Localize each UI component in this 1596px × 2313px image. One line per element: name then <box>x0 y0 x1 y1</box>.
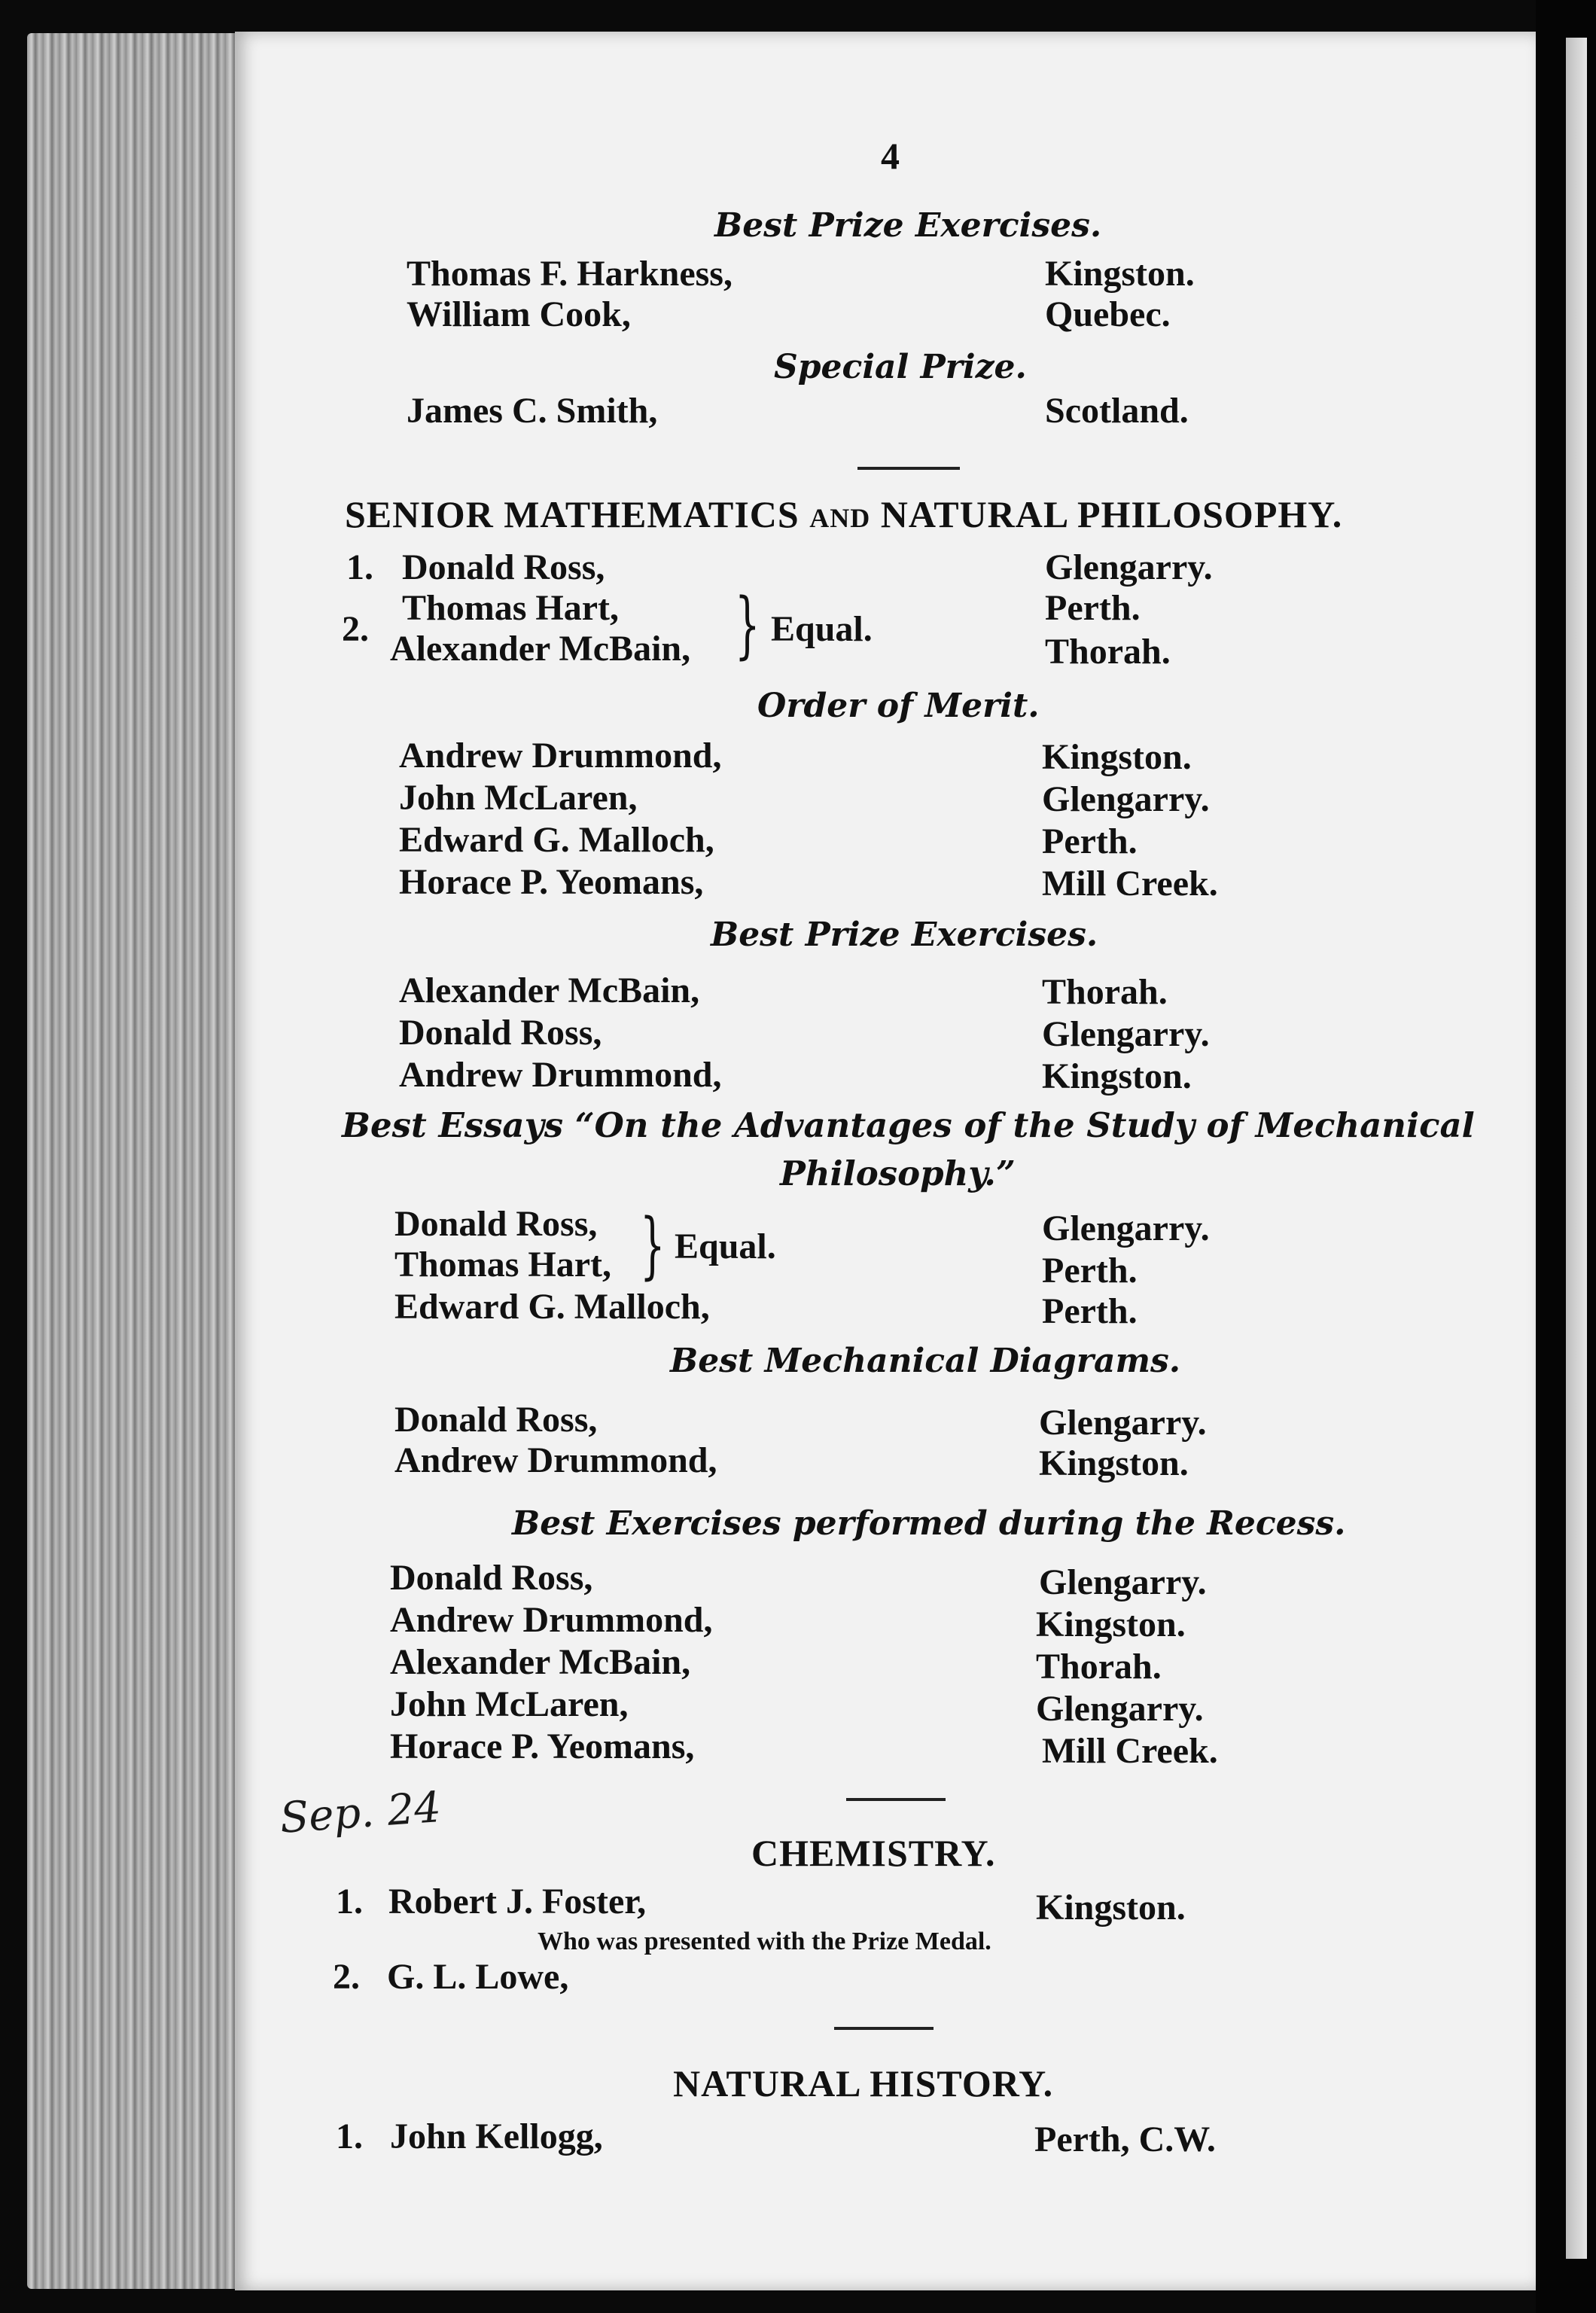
special-prize-heading: Special Prize. <box>774 348 1027 386</box>
prize-place: Kingston. <box>1045 254 1195 294</box>
prize-place: Kingston. <box>1039 1443 1189 1483</box>
best-recess-heading: Best Exercises performed during the Recess. <box>512 1504 1346 1543</box>
book-page-edges <box>27 33 238 2289</box>
prize-place: Thorah. <box>1042 972 1168 1012</box>
prize-place: Glengarry. <box>1036 1689 1204 1729</box>
prize-name: Donald Ross, <box>394 1400 598 1440</box>
prize-place: Mill Creek. <box>1042 1731 1218 1771</box>
prize-name: Donald Ross, <box>399 1013 602 1053</box>
equal-label: Equal. <box>771 609 873 649</box>
order-of-merit-heading: Order of Merit. <box>757 687 1040 725</box>
prize-name: Robert J. Foster, <box>388 1882 647 1921</box>
heading-part: SENIOR MATHEMATICS <box>345 493 800 535</box>
prize-place: Kingston. <box>1042 1056 1192 1096</box>
prize-name: Edward G. Malloch, <box>394 1287 710 1327</box>
prize-name: G. L. Lowe, <box>387 1957 569 1997</box>
prize-place: Perth, C.W. <box>1034 2119 1216 2159</box>
best-essays-heading: Best Essays “On the Advantages of the Study of Mechanical <box>342 1105 1475 1145</box>
prize-place: Thorah. <box>1036 1647 1162 1687</box>
prize-name: Andrew Drummond, <box>394 1440 717 1480</box>
prize-place: Perth. <box>1042 821 1138 861</box>
best-prize-heading: Best Prize Exercises. <box>714 206 1102 245</box>
prize-name: Thomas Hart, <box>402 588 619 628</box>
prize-place: Perth. <box>1042 1251 1138 1291</box>
prize-place: Kingston. <box>1036 1604 1186 1644</box>
heading-and: AND <box>809 503 871 533</box>
section-divider <box>857 467 960 470</box>
page-number: 4 <box>881 135 900 177</box>
prize-place: Perth. <box>1042 1291 1138 1331</box>
best-essays-heading-cont: Philosophy.” <box>780 1153 1016 1193</box>
prize-place: Kingston. <box>1042 737 1192 777</box>
prize-name: Edward G. Malloch, <box>399 820 714 860</box>
prize-name: Horace P. Yeomans, <box>399 862 704 902</box>
prize-place: Mill Creek. <box>1042 864 1218 904</box>
prize-name: Alexander McBain, <box>390 629 691 669</box>
medal-note: Who was presented with the Prize Medal. <box>538 1928 991 1955</box>
heading-part: NATURAL PHILOSOPHY. <box>880 493 1343 535</box>
section-divider <box>834 2027 934 2030</box>
prize-place: Glengarry. <box>1039 1562 1207 1602</box>
section-heading-senior-mathematics <box>345 495 1342 533</box>
handwritten-annotation: Sep. 24 <box>278 1783 443 1843</box>
prize-place: Glengarry. <box>1039 1403 1207 1443</box>
prize-name: Andrew Drummond, <box>399 1055 722 1095</box>
prize-place: Quebec. <box>1045 294 1171 334</box>
rank-number: 2. <box>342 609 369 649</box>
prize-place: Glengarry. <box>1042 1208 1210 1248</box>
facing-page-edge <box>1566 38 1587 2259</box>
prize-name: Donald Ross, <box>390 1558 593 1598</box>
prize-name: Alexander McBain, <box>399 971 700 1010</box>
prize-name: Andrew Drummond, <box>399 736 722 776</box>
rank-number: 1. <box>336 1882 363 1921</box>
prize-place: Glengarry. <box>1042 779 1210 819</box>
prize-name: Andrew Drummond, <box>390 1600 713 1640</box>
prize-place: Glengarry. <box>1042 1014 1210 1054</box>
best-diagrams-heading: Best Mechanical Diagrams. <box>670 1342 1181 1380</box>
prize-name: Alexander McBain, <box>390 1642 691 1682</box>
prize-name: James C. Smith, <box>407 391 658 431</box>
prize-place: Thorah. <box>1045 632 1171 672</box>
section-heading-natural-history: NATURAL HISTORY. <box>673 2062 1054 2104</box>
rank-number: 1. <box>346 547 373 587</box>
prize-name: Thomas F. Harkness, <box>407 254 733 294</box>
section-divider <box>846 1798 946 1801</box>
rank-number: 2. <box>333 1957 360 1997</box>
prize-name: John McLaren, <box>399 778 638 818</box>
prize-place: Scotland. <box>1045 391 1189 431</box>
rank-number: 1. <box>336 2116 363 2156</box>
prize-name: John Kellogg, <box>390 2116 603 2156</box>
prize-name: Thomas Hart, <box>394 1245 611 1284</box>
prize-place: Perth. <box>1045 588 1141 628</box>
prize-name: John McLaren, <box>390 1684 629 1724</box>
prize-place: Kingston. <box>1036 1888 1186 1928</box>
prize-name: William Cook, <box>407 294 631 334</box>
brace-icon: } <box>735 583 760 667</box>
prize-name: Donald Ross, <box>394 1204 598 1244</box>
prize-name: Horace P. Yeomans, <box>390 1726 695 1766</box>
equal-label: Equal. <box>675 1227 776 1266</box>
section-heading-chemistry: CHEMISTRY. <box>751 1832 996 1874</box>
best-prize-heading: Best Prize Exercises. <box>711 916 1098 954</box>
prize-name: Donald Ross, <box>402 547 605 587</box>
prize-place: Glengarry. <box>1045 547 1213 587</box>
book-page <box>235 32 1536 2290</box>
brace-icon: } <box>640 1203 666 1288</box>
